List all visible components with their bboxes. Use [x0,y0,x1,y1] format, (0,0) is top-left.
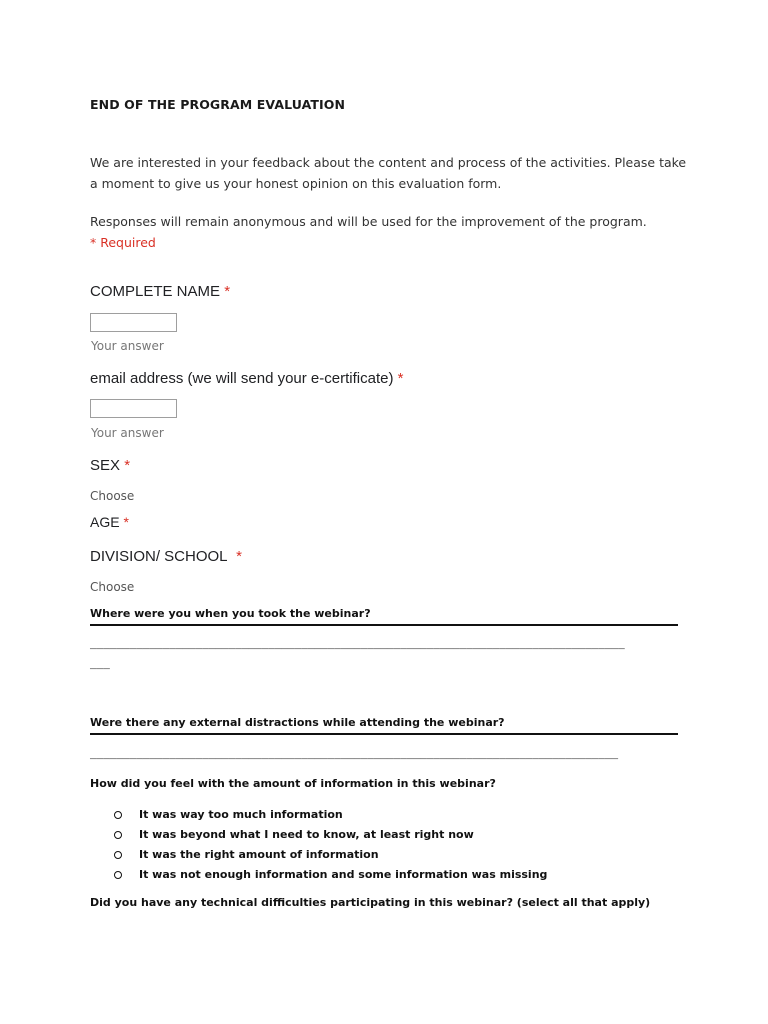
required-star: * [236,548,242,565]
form-title: END OF THE PROGRAM EVALUATION [90,97,346,112]
option-label: It was beyond what I need to know, at least right now [139,828,474,841]
sex-label-text: SEX [90,457,121,474]
name-question-label [90,283,230,300]
anonymity-note: Responses will remain anonymous and will be used for the improvement of the program. [90,214,647,229]
name-answer-hint: Your answer [91,339,164,353]
distractions-question: Were there any external distractions while attending the webinar? [90,716,505,729]
radio-circle-icon [114,851,122,859]
division-label-text: DIVISION/ SCHOOL [90,548,227,565]
anonymity-note-block [90,211,690,253]
radio-circle-icon [114,871,122,879]
information-options [110,805,547,885]
distractions-answer-line[interactable]: ________________________________________________________________________________ [90,750,619,762]
name-label-text: COMPLETE NAME [90,283,221,300]
required-star: * [224,283,231,300]
option-label: It was not enough information and some information was missing [139,868,548,881]
information-option[interactable] [110,865,547,885]
question-underline [90,733,678,735]
location-answer-line-continued[interactable]: ___ [90,660,110,672]
age-label-text: AGE [90,514,120,530]
division-question-label [90,548,242,565]
intro-paragraph: We are interested in your feedback about the content and process of the activities. Please take a moment to give us your honest opinion on this evaluation form. [90,155,687,191]
radio-circle-icon [114,811,122,819]
name-input[interactable] [90,313,177,332]
radio-circle-icon [114,831,122,839]
required-star: * [397,370,404,387]
information-option[interactable] [110,805,547,825]
email-input[interactable] [90,399,177,418]
question-underline [90,624,678,626]
age-question-label [90,514,129,530]
email-question-label [90,370,403,387]
division-dropdown[interactable]: Choose [90,580,135,594]
email-answer-hint: Your answer [91,426,164,440]
information-option[interactable] [110,845,547,865]
required-star: * [124,457,131,474]
sex-dropdown[interactable]: Choose [90,489,135,503]
email-label-text: email address (we will send your e-certificate) [90,370,394,387]
location-question: Where were you when you took the webinar? [90,607,371,620]
location-answer-line[interactable]: _________________________________________________________________________________ [90,640,625,652]
information-option[interactable] [110,825,547,845]
required-note: * Required [90,235,156,250]
technical-question: Did you have any technical difficulties participating in this webinar? (select all that apply) [90,896,651,909]
option-label: It was way too much information [139,808,343,821]
information-question: How did you feel with the amount of information in this webinar? [90,777,496,790]
option-label: It was the right amount of information [139,848,379,861]
required-star: * [123,514,129,530]
sex-question-label [90,457,130,474]
